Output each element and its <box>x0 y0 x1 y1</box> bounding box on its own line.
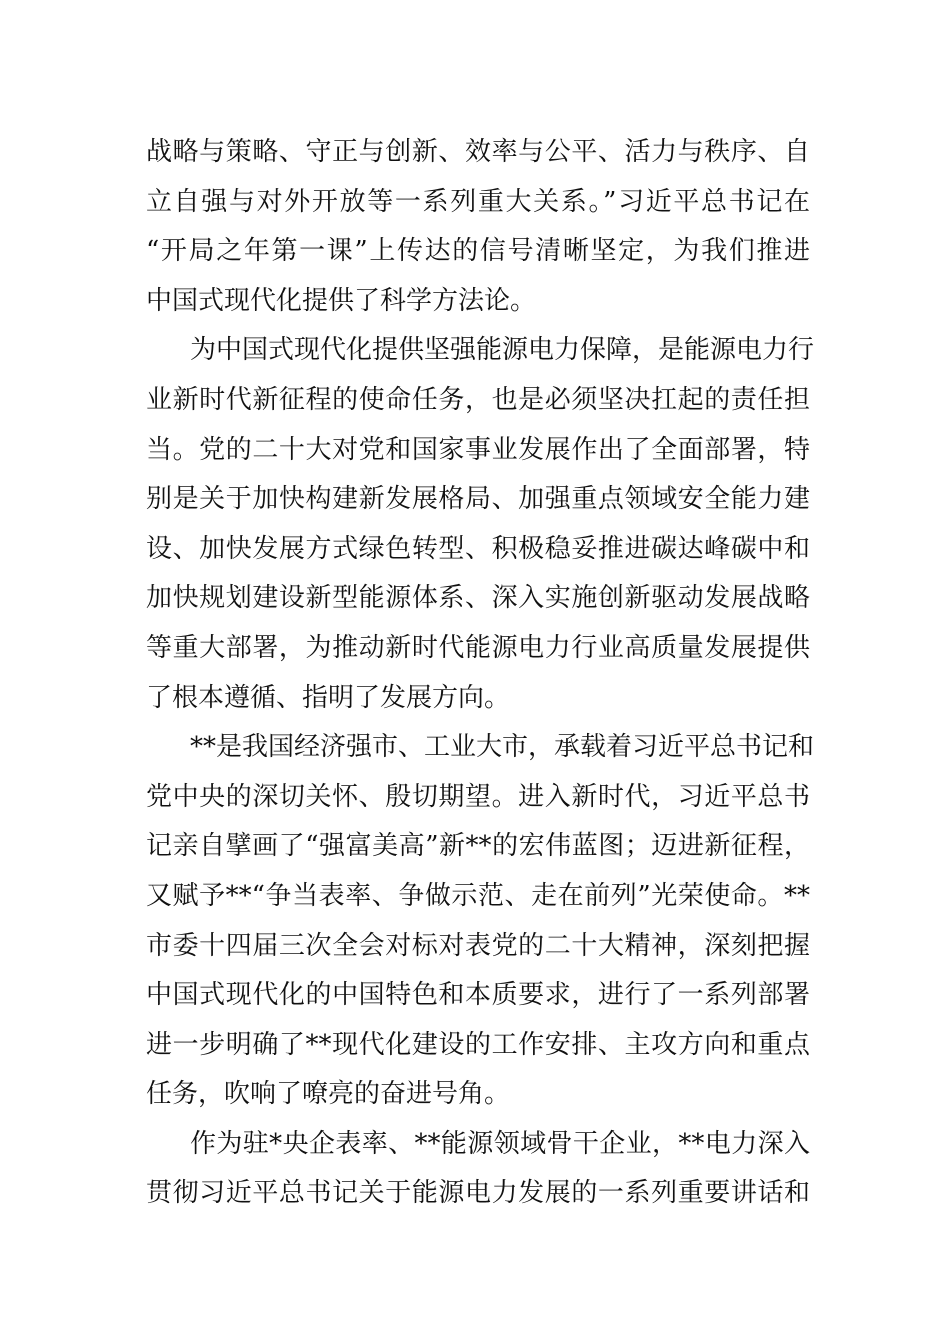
paragraph-line: “开局之年第一课”上传达的信号清晰坚定，为我们推进 <box>146 236 810 267</box>
paragraph-line: 又赋予**“争当表率、争做示范、走在前列”光荣使命。** <box>146 880 810 911</box>
paragraph-line: 中国式现代化提供了科学方法论。 <box>146 285 537 316</box>
paragraph-line: 战略与策略、守正与创新、效率与公平、活力与秩序、自 <box>146 137 810 167</box>
paragraph-line: 立自强与对外开放等一系列重大关系。”习近平总书记在 <box>146 186 810 217</box>
paragraph-line: **是我国经济强市、工业大市，承载着习近平总书记和 <box>190 732 815 763</box>
paragraph-line: 等重大部署，为推动新时代能源电力行业高质量发展提供 <box>146 632 810 663</box>
paragraph-line: 市委十四届三次全会对标对表党的二十大精神，深刻把握 <box>146 930 810 961</box>
paragraph-line: 业新时代新征程的使命任务，也是必须坚决扛起的责任担 <box>146 384 810 415</box>
paragraph-line: 了根本遵循、指明了发展方向。 <box>146 682 511 713</box>
paragraph-line: 贯彻习近平总书记关于能源电力发展的一系列重要讲话和 <box>146 1178 810 1209</box>
paragraph-line: 任务，吹响了嘹亮的奋进号角。 <box>146 1079 511 1110</box>
document-body <box>146 128 815 1219</box>
paragraph-line: 党中央的深切关怀、殷切期望。进入新时代，习近平总书 <box>146 781 810 812</box>
paragraph-1 <box>146 128 810 326</box>
paragraph-line: 中国式现代化的中国特色和本质要求，进行了一系列部署 <box>146 980 810 1011</box>
paragraph-line: 当。党的二十大对党和国家事业发展作出了全面部署，特 <box>146 434 810 465</box>
paragraph-line: 加快规划建设新型能源体系、深入实施创新驱动发展战略 <box>146 583 810 614</box>
paragraph-line: 进一步明确了**现代化建设的工作安排、主攻方向和重点 <box>146 1029 810 1060</box>
paragraph-3 <box>146 723 815 1120</box>
paragraph-4 <box>146 1120 810 1219</box>
paragraph-line: 作为驻*央企表率、**能源领域骨干企业，**电力深入 <box>190 1128 810 1159</box>
paragraph-line: 别是关于加快构建新发展格局、加强重点领域安全能力建 <box>146 484 810 515</box>
paragraph-2 <box>146 326 815 723</box>
paragraph-line: 记亲自擘画了“强富美高”新**的宏伟蓝图；迈进新征程， <box>146 831 810 862</box>
paragraph-line: 为中国式现代化提供坚强能源电力保障，是能源电力行 <box>190 335 815 366</box>
paragraph-line: 设、加快发展方式绿色转型、积极稳妥推进碳达峰碳中和 <box>146 533 810 564</box>
